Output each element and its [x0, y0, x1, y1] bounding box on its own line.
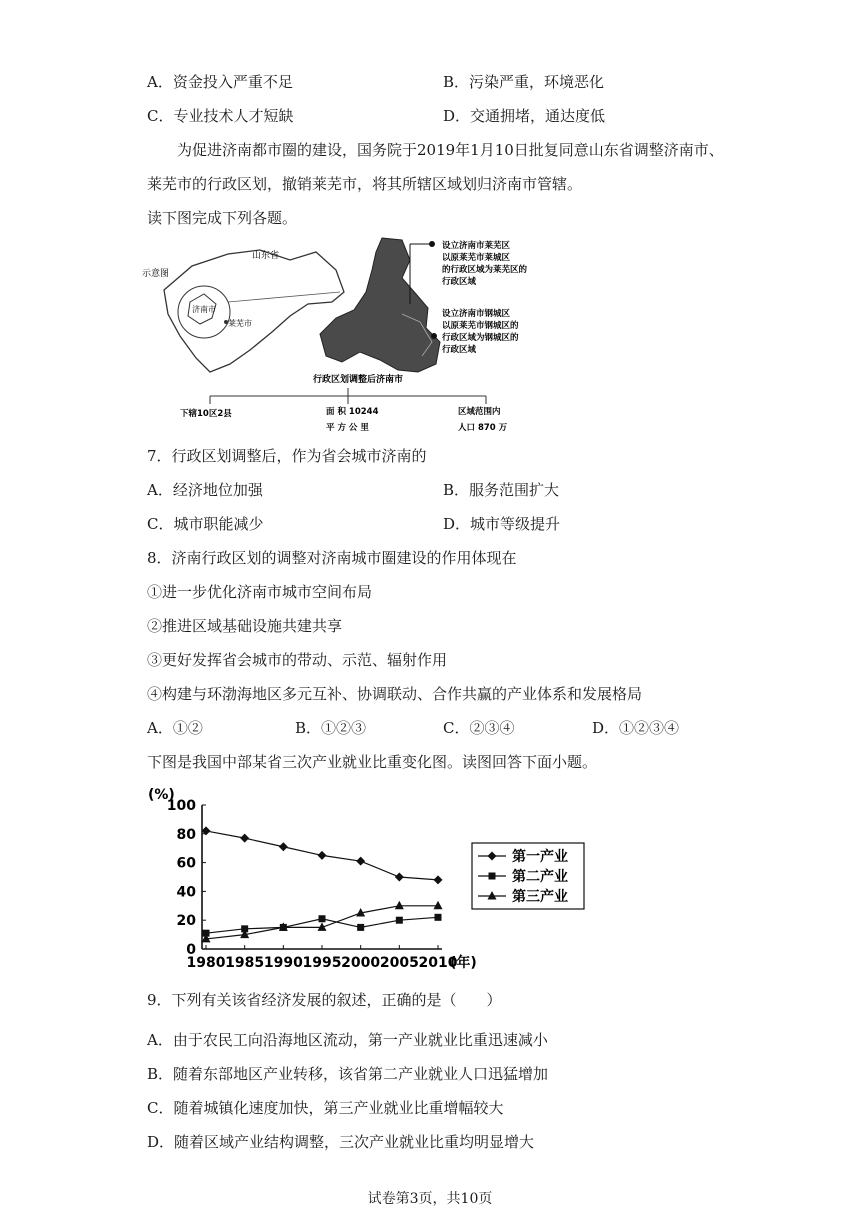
- note1-line4: 行政区域: [442, 277, 477, 287]
- note2-line2: 以原莱芜市钢城区的: [442, 321, 519, 331]
- y-tick-label: 80: [176, 826, 196, 843]
- series-2-point: [435, 914, 442, 921]
- series-1-point: [318, 851, 327, 860]
- series-2-point: [396, 917, 403, 924]
- series-1-point: [356, 857, 365, 866]
- q8-option-a: A．①②: [147, 719, 203, 737]
- y-axis-label: (%): [148, 787, 175, 803]
- legend-label: 第二产业: [512, 869, 568, 885]
- map-legend-text: 示意图: [142, 269, 170, 279]
- y-tick-label: 100: [166, 798, 196, 814]
- series-3-point: [395, 901, 404, 910]
- laiwu-dot: [224, 320, 228, 324]
- note1-line3: 的行政区域为莱芜区的: [442, 265, 528, 275]
- legend-marker: [489, 873, 496, 880]
- note2-line1: 设立济南市钢城区: [442, 309, 511, 319]
- q6-option-b: B．污染严重，环境恶化: [443, 73, 605, 91]
- q6-option-a: A．资金投入严重不足: [147, 73, 293, 91]
- y-tick-label: 40: [176, 884, 196, 901]
- series-line-3: [206, 906, 438, 939]
- q7-option-b: B．服务范围扩大: [443, 481, 560, 499]
- tree-mid-text2: 平 方 公 里: [326, 423, 369, 433]
- y-tick-label: 0: [186, 942, 196, 958]
- q9-option-b: B．随着东部地区产业转移，该省第二产业就业人口迅猛增加: [147, 1065, 549, 1083]
- x-tick-label: 2010: [418, 955, 458, 971]
- tree-right-text1: 区域范围内: [458, 407, 501, 417]
- q6-option-c: C．专业技术人才短缺: [147, 107, 294, 125]
- legend-marker: [488, 891, 497, 900]
- jinan-enlarged-region: [320, 238, 440, 372]
- q7-option-d: D．城市等级提升: [443, 515, 561, 533]
- q8-stem: 8．济南行政区划的调整对济南城市圈建设的作用体现在: [147, 549, 517, 567]
- x-tick-label: 1985: [225, 955, 265, 971]
- intro-paragraph-line2: 莱芜市的行政区划，撤销莱芜市，将其所辖区域划归济南市管辖。: [147, 175, 583, 193]
- legend-label: 第三产业: [512, 889, 568, 905]
- x-tick-label: 2005: [379, 955, 419, 971]
- series-1-point: [434, 875, 443, 884]
- q9-stem: 9．下列有关该省经济发展的叙述，正确的是（ ）: [147, 991, 502, 1009]
- pointer-dot-2: [431, 333, 437, 339]
- tree-right-text2: 人口 870 万: [458, 423, 508, 433]
- q9-option-c: C．随着城镇化速度加快，第三产业就业比重增幅较大: [147, 1099, 504, 1117]
- q8-option-b: B．①②③: [295, 719, 367, 737]
- q8-item-4: ④构建与环渤海地区多元互补、协调联动、合作共赢的产业体系和发展格局: [147, 685, 643, 703]
- tree-mid-text1: 面 积 10244: [326, 407, 379, 417]
- note2-line4: 行政区域: [442, 345, 477, 355]
- shandong-outline: [164, 250, 344, 372]
- map-legend-label: [142, 268, 169, 279]
- q9-option-d: D．随着区域产业结构调整，三次产业就业比重均明显增大: [147, 1133, 535, 1151]
- intro-paragraph-line1: 为促进济南都市圈的建设，国务院于2019年1月10日批复同意山东省调整济南市、: [177, 141, 724, 159]
- q7-option-c: C．城市职能减少: [147, 515, 264, 533]
- page-footer: 试卷第3页，共10页: [367, 1191, 493, 1207]
- province-label: 山东省: [252, 251, 280, 261]
- q8-item-3: ③更好发挥省会城市的带动、示范、辐射作用: [147, 651, 448, 669]
- series-1-point: [279, 842, 288, 851]
- legend-label: 第一产业: [512, 849, 568, 865]
- q8-item-1: ①进一步优化济南市城市空间布局: [147, 583, 373, 601]
- q6-option-d: D．交通拥堵，通达度低: [443, 107, 606, 125]
- x-tick-label: 2000: [341, 955, 381, 971]
- employment-chart: [140, 775, 600, 975]
- jinan-map-figure: [140, 232, 560, 442]
- series-2-point: [319, 915, 326, 922]
- series-1-point: [240, 834, 249, 843]
- legend-marker: [488, 852, 497, 861]
- q8-option-c: C．②③④: [443, 719, 515, 737]
- series-2-point: [357, 924, 364, 931]
- map-connector: [228, 292, 340, 302]
- employment-chart-svg: [140, 775, 600, 975]
- note2-line3: 行政区域为钢城区的: [442, 333, 519, 343]
- jinan-map-svg: [140, 232, 560, 442]
- series-1-point: [395, 873, 404, 882]
- y-tick-label: 20: [176, 913, 196, 930]
- q7-option-a: A．经济地位加强: [147, 481, 263, 499]
- note1-line2: 以原莱芜市莱城区: [442, 253, 511, 263]
- x-tick-label: 1995: [302, 955, 342, 971]
- jinan-label: 济南市: [192, 305, 216, 314]
- x-tick-label: 1980: [186, 955, 226, 971]
- q9-option-a: A．由于农民工向沿海地区流动，第一产业就业比重迅速减小: [147, 1031, 548, 1049]
- tree-left-text: 下辖10区2县: [180, 409, 232, 419]
- y-tick-label: 60: [176, 855, 196, 872]
- intro-instruction: 读下图完成下列各题。: [147, 209, 298, 227]
- x-axis-label: (年): [450, 955, 477, 971]
- series-3-point: [434, 901, 443, 910]
- q8-item-2: ②推进区域基础设施共建共享: [147, 617, 343, 635]
- q7-stem: 7．行政区划调整后，作为省会城市济南的: [147, 447, 427, 465]
- laiwu-label: 莱芜市: [228, 319, 252, 328]
- tree-title: 行政区划调整后济南市: [312, 375, 404, 385]
- x-tick-label: 1990: [263, 955, 303, 971]
- q8-option-d: D．①②③④: [592, 719, 680, 737]
- note1-line1: 设立济南市莱芜区: [442, 241, 511, 251]
- chart-intro: 下图是我国中部某省三次产业就业比重变化图。读图回答下面小题。: [147, 753, 598, 771]
